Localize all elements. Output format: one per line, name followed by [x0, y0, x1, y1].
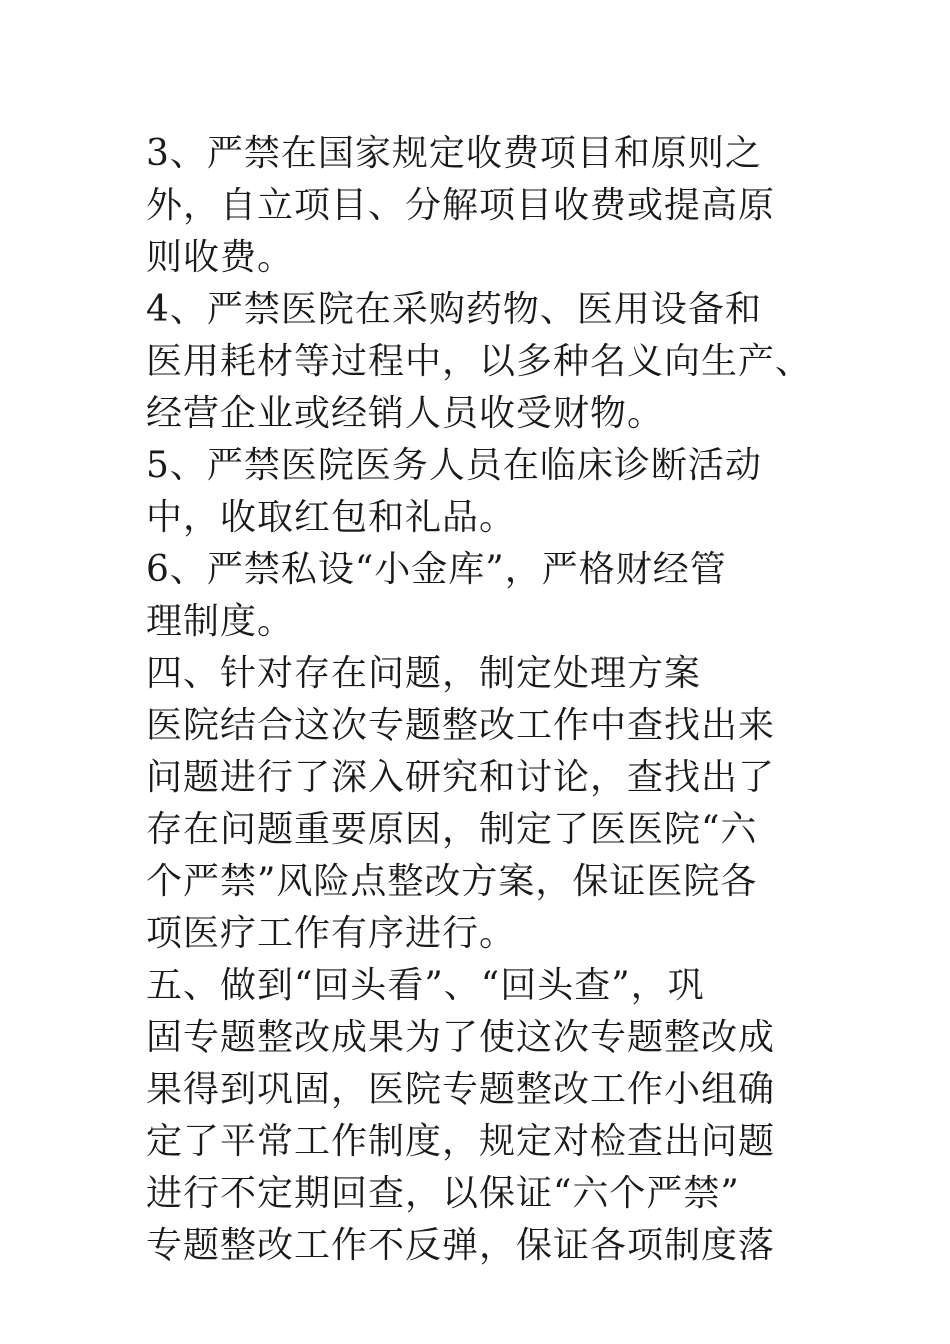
text-line: 专题整改工作不反弹，保证各项制度落 — [146, 1225, 776, 1266]
section-heading: 四、针对存在问题，制定处理方案 — [146, 653, 702, 694]
text-line: 经营企业或经销人员收受财物。 — [146, 393, 665, 434]
text-line: 6、严禁私设“小金库”，严格财经管 — [146, 549, 727, 590]
text-line: 5、严禁医院医务人员在临床诊断活动 — [146, 445, 762, 486]
text-line: 项医疗工作有序进行。 — [146, 913, 517, 954]
text-line: 医院结合这次专题整改工作中查找出来 — [146, 705, 776, 746]
text-line: 中，收取红包和礼品。 — [146, 497, 517, 538]
text-line: 医用耗材等过程中，以多种名义向生产、 — [146, 341, 813, 382]
document-body — [146, 128, 866, 1272]
text-line: 进行不定期回查，以保证“六个严禁” — [146, 1173, 740, 1214]
text-line: 果得到巩固，医院专题整改工作小组确 — [146, 1069, 776, 1110]
text-line: 个严禁”风险点整改方案，保证医院各 — [146, 861, 758, 902]
text-line: 理制度。 — [146, 601, 295, 642]
text-line: 固专题整改成果为了使这次专题整改成 — [146, 1017, 776, 1058]
text-line: 则收费。 — [146, 237, 295, 278]
section-heading: 五、做到“回头看”、“回头查”，巩 — [146, 965, 705, 1006]
text-line: 3、严禁在国家规定收费项目和原则之 — [146, 133, 762, 174]
text-line: 存在问题重要原因，制定了医医院“六 — [146, 809, 758, 850]
text-line: 4、严禁医院在采购药物、医用设备和 — [146, 289, 762, 330]
text-line: 外，自立项目、分解项目收费或提高原 — [146, 185, 776, 226]
text-line: 定了平常工作制度，规定对检查出问题 — [146, 1121, 776, 1162]
text-line: 问题进行了深入研究和讨论，查找出了 — [146, 757, 776, 798]
